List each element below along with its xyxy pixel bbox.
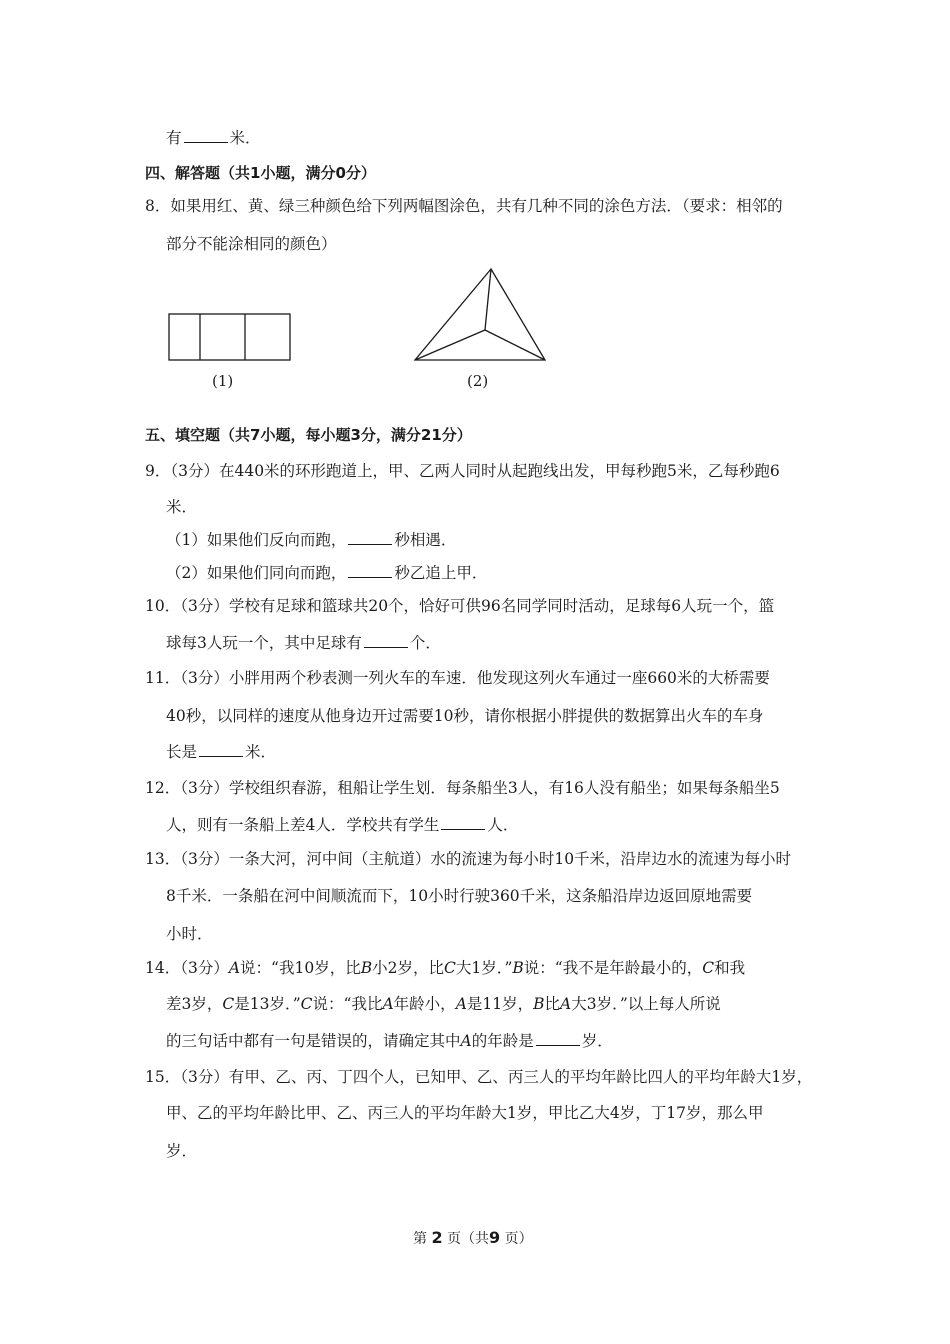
var: B	[512, 959, 524, 977]
figure-1-outline	[169, 314, 290, 360]
var: C	[702, 959, 715, 977]
text: 人，则有一条船上差4人．学校共有学生	[166, 816, 440, 834]
question-14-line-2	[166, 994, 721, 1014]
answer-blank	[184, 128, 228, 143]
answer-blank	[441, 815, 485, 830]
figure-2-label: (2)	[467, 372, 489, 390]
question-10-line-2	[166, 633, 441, 653]
text: 大1岁．”	[455, 959, 513, 977]
answer-line-fragment	[166, 128, 261, 148]
answer-blank	[348, 530, 392, 545]
text: 比	[544, 995, 561, 1013]
var: A	[382, 995, 394, 1013]
figure-1-three-rectangles	[165, 310, 295, 364]
text: 说：“我比	[312, 995, 383, 1013]
text: 米．	[245, 743, 277, 761]
var: B	[360, 959, 373, 977]
var: C	[300, 995, 313, 1013]
var: A	[460, 1032, 472, 1050]
var: C	[222, 995, 235, 1013]
figure-2-triangle	[410, 265, 550, 365]
question-14-line-3	[166, 1031, 613, 1051]
text: 小2岁，比	[372, 959, 444, 977]
text: 是11岁，	[466, 995, 534, 1013]
page-footer	[413, 1228, 533, 1248]
question-9-line-1: 9．（3分）在440米的环形跑道上，甲、乙两人同时从起跑线出发，甲每秒跑5米，乙每秒跑6	[145, 462, 780, 480]
section-4-heading: 四、解答题（共1小题，满分0分）	[145, 164, 376, 182]
text: 说：“我不是年龄最小的，	[523, 959, 703, 977]
text: 秒乙追上甲．	[394, 564, 488, 582]
text: 有	[166, 129, 182, 147]
question-13-line-2: 8千米．一条船在河中间顺流而下，10小时行驶360千米，这条船沿岸边返回原地需要	[166, 887, 753, 905]
answer-blank	[536, 1031, 580, 1046]
text: 年龄小，	[393, 995, 456, 1013]
question-13-line-3: 小时．	[166, 925, 213, 943]
question-15-line-2: 甲、乙的平均年龄比甲、乙、丙三人的平均年龄大1岁，甲比乙大4岁，丁17岁，那么甲	[166, 1104, 764, 1122]
question-11-line-1: 11．（3分）小胖用两个秒表测一列火车的车速．他发现这列火车通过一座660米的大桥需要	[145, 669, 770, 687]
var: A	[228, 959, 241, 977]
figure-2-inner-line	[485, 269, 491, 330]
text: 球每3人玩一个，其中足球有	[166, 634, 362, 652]
text: 米．	[229, 129, 261, 147]
question-10-line-1: 10．（3分）学校有足球和篮球共20个，恰好可供96名同学同时活动，足球每6人玩一个，篮	[145, 597, 775, 615]
text: 页（共	[447, 1231, 490, 1247]
var: A	[455, 995, 467, 1013]
figure-1-label: (1)	[212, 372, 234, 390]
text: 差3岁，	[166, 995, 223, 1013]
figure-2-outer-triangle	[415, 269, 545, 360]
question-9-sub-1	[166, 530, 456, 550]
page-total: 9	[489, 1228, 501, 1247]
question-12-line-2	[166, 815, 518, 835]
text: （1）如果他们反向而跑，	[166, 531, 347, 549]
question-13-line-1: 13．（3分）一条大河，河中间（主航道）水的流速为每小时10千米，沿岸边水的流速为每小时	[145, 850, 792, 868]
text: 和我	[714, 959, 746, 977]
answer-blank	[199, 742, 243, 757]
text: 秒相遇．	[394, 531, 457, 549]
text: 的三句话中都有一句是错误的，请确定其中	[166, 1032, 461, 1050]
question-9-line-2: 米．	[166, 498, 198, 516]
text: 个．	[409, 634, 441, 652]
text: 岁．	[581, 1032, 613, 1050]
question-11-line-2: 40秒，以同样的速度从他身边开过需要10秒，请你根据小胖提供的数据算出火车的车身	[166, 707, 764, 725]
question-14-line-1	[145, 958, 745, 978]
question-15-line-3: 岁．	[166, 1142, 198, 1160]
text: 的年龄是	[471, 1032, 534, 1050]
text: 是13岁．”	[234, 995, 301, 1013]
figure-2-inner-line	[415, 330, 485, 360]
text: 说：“我10岁，比	[240, 959, 361, 977]
answer-blank	[348, 563, 392, 578]
question-12-line-1: 12．（3分）学校组织春游，租船让学生划．每条船坐3人，有16人没有船坐；如果每条船坐5	[145, 779, 780, 797]
text: 14．（3分）	[145, 959, 229, 977]
text: 人．	[487, 816, 519, 834]
answer-blank	[364, 633, 408, 648]
text: 长是	[166, 743, 198, 761]
var: A	[560, 995, 572, 1013]
question-11-line-3	[166, 742, 276, 762]
question-9-sub-2	[166, 563, 487, 583]
question-8-line-1: 8．如果用红、黄、绿三种颜色给下列两幅图涂色，共有几种不同的涂色方法．（要求：相邻的	[145, 197, 783, 215]
question-15-line-1: 15．（3分）有甲、乙、丙、丁四个人，已知甲、乙、丙三人的平均年龄比四人的平均年龄大1岁，	[145, 1068, 813, 1086]
var: B	[533, 995, 545, 1013]
question-8-line-2: 部分不能涂相同的颜色）	[166, 235, 337, 253]
text: 第	[413, 1231, 427, 1247]
text: （2）如果他们同向而跑，	[166, 564, 347, 582]
text: 大3岁．”以上每人所说	[571, 995, 721, 1013]
page-number: 2	[431, 1228, 443, 1247]
text: 页）	[504, 1231, 533, 1247]
var: C	[443, 959, 456, 977]
section-5-heading: 五、填空题（共7小题，每小题3分，满分21分）	[145, 426, 472, 444]
